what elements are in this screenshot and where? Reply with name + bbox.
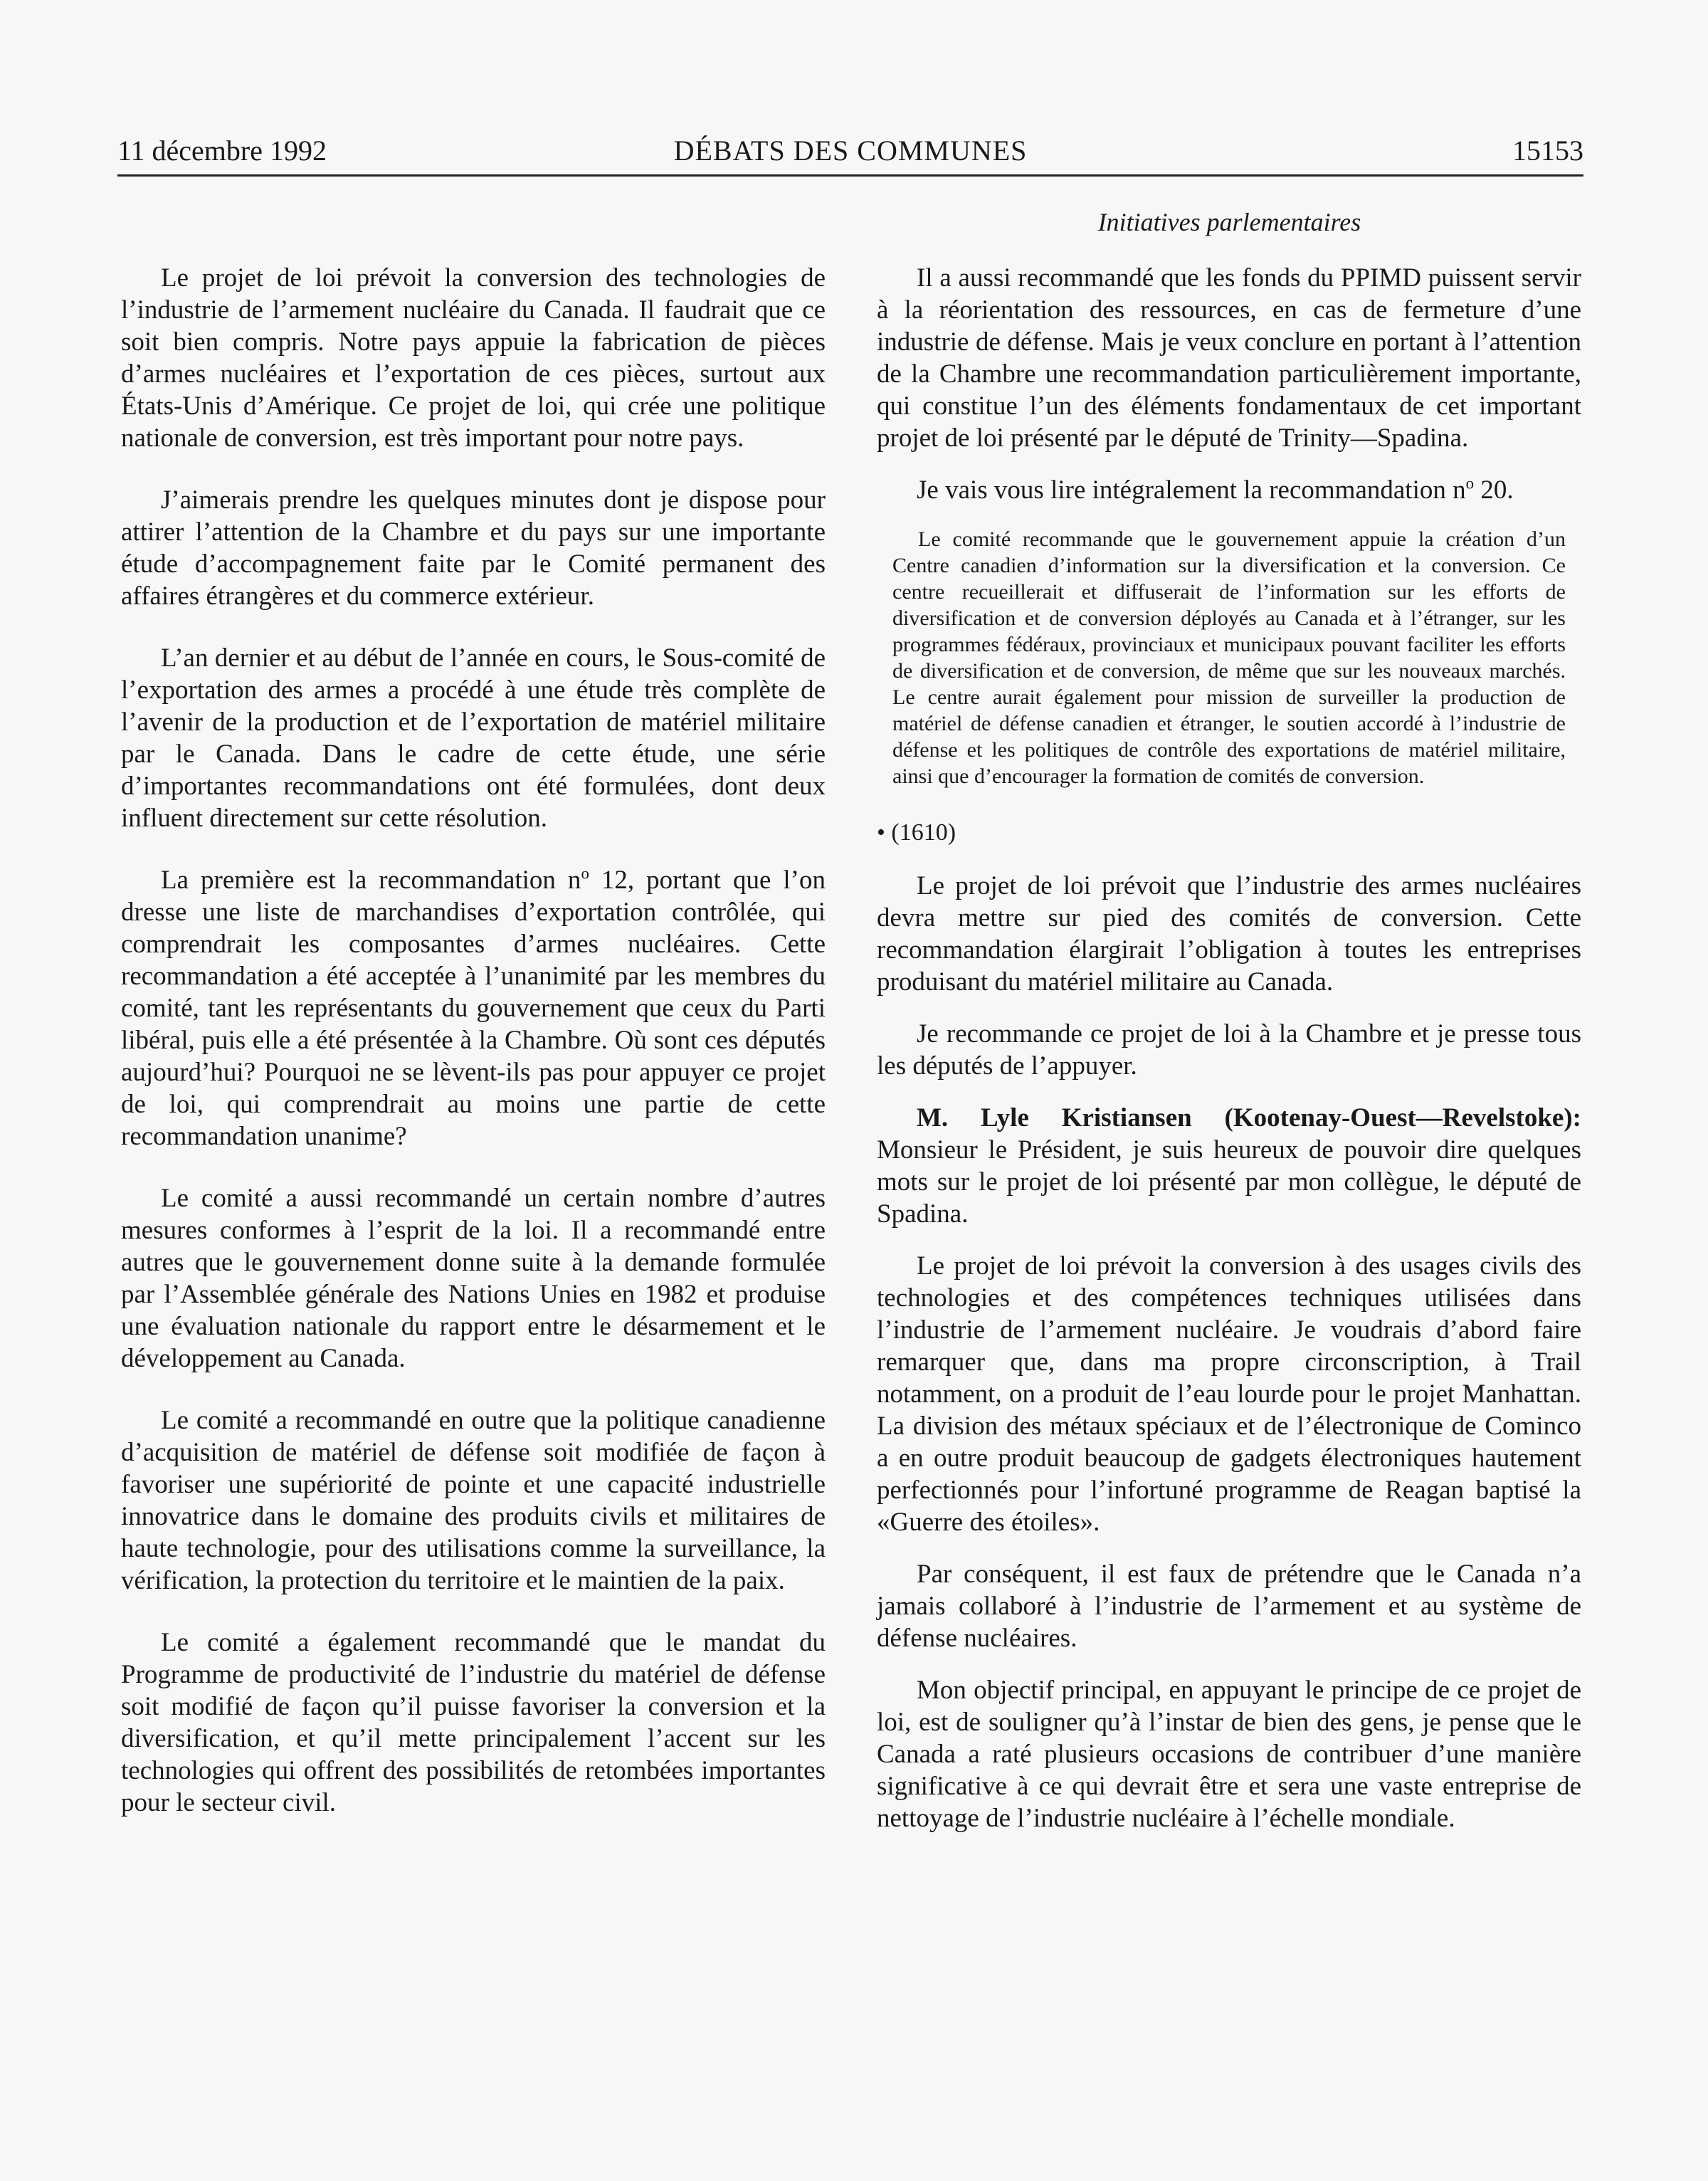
paragraph: Le projet de loi prévoit la conversion des technologies de l’industrie de l’armement nucléaire du Canada. Il faudrait que ce soit bien compris. Notre pays appuie la fabrication de pièces d’armes nucléaires et l’exportation de ces pièces, surtout aux États-Unis d’Amérique. Ce projet de loi, qui crée une politique nationale de conversion, est très important pour notre pays.: [121, 263, 826, 453]
paragraph: [877, 1102, 1581, 1230]
paragraph: L’an dernier et au début de l’année en cours, le Sous-comité de l’exportation des armes a procédé à une étude très complète de l’avenir de la production et de l’exportation de matériel militaire par le Canada. Dans le cadre de cette étude, une série d’importantes recommandations ont été formulées, dont deux influent directement sur cette résolution.: [121, 643, 826, 833]
paragraph: [877, 474, 1581, 506]
paragraph: Il a aussi recommandé que les fonds du PPIMD puissent servir à la réorientation des ressources, en cas de fermeture d’une industrie de défense. Mais je veux conclure en portant à l’attention de la Chambre une recommandation particulièrement importante, qui constitue l’un des éléments fondamentaux de cet important projet de loi présenté par le député de Trinity—Spadina.: [877, 263, 1581, 453]
header-rule: [117, 174, 1583, 177]
block-quote: Le comité recommande que le gouvernement appuie la création d’un Centre canadien d’information sur la diversification et la conversion. Ce centre recueillerait et diffuserait de l’information sur les efforts de diversification et de conversion déployés au Canada et à l’étranger, sur les programmes fédéraux, provinciaux et municipaux pouvant faciliter les efforts de diversification et de conversion, de même que sur les nouveaux marchés. Le centre aurait également pour mission de surveiller la production de matériel de défense canadien et étranger, le soutien accordé à l’industrie de défense et les politiques de contrôle des exportations de matériel militaire, ainsi que d’encourager la formation de comités de conversion.: [892, 527, 1566, 788]
text-run: 20.: [1474, 475, 1514, 505]
text-run: La première est la recommandation n: [161, 866, 581, 895]
text-run: Monsieur le Président, je suis heureux de pouvoir dire quelques mots sur le projet de loi présenté par mon collègue, le député de Spadina.: [877, 1135, 1581, 1229]
paragraph: Le projet de loi prévoit la conversion à des usages civils des technologies et des compétences techniques utilisées dans l’industrie de l’armement nucléaire. Je voudrais d’abord faire remarquer que, dans ma propre circonscription, à Trail notamment, on a produit de l’eau lourde pour le projet Manhattan. La division des métaux spéciaux et de l’électronique de Cominco a en outre produit beaucoup de gadgets électroniques hautement perfectionnés pour l’infortuné programme de Reagan baptisé la «Guerre des étoiles».: [877, 1251, 1581, 1537]
paragraph: Le comité a aussi recommandé un certain nombre d’autres mesures conformes à l’esprit de la loi. Il a recommandé entre autres que le gouvernement donne suite à la demande formulée par l’Assemblée générale des Nations Unies en 1982 et produise une évaluation nationale du rapport entre le désarmement et le développement au Canada.: [121, 1184, 826, 1373]
superscript: o: [581, 864, 589, 883]
paragraph: Par conséquent, il est faux de prétendre que le Canada n’a jamais collaboré à l’industrie de l’armement et au système de défense nucléaires.: [877, 1560, 1581, 1653]
section-label: Initiatives parlementaires: [1097, 208, 1361, 236]
text-run: Je vais vous lire intégralement la recommandation n: [917, 475, 1466, 505]
paragraph: Mon objectif principal, en appuyant le principe de ce projet de loi, est de souligner qu’à l’instar de bien des gens, je pense que le Canada a raté plusieurs occasions de contribuer d’une manière significative à ce qui devrait être et sera une vaste entreprise de nettoyage de l’industrie nucléaire à l’échelle mondiale.: [877, 1676, 1581, 1833]
left-column: [121, 262, 826, 1849]
speaker-name: M. Lyle Kristiansen (Kootenay-Ouest—Revelstoke):: [917, 1103, 1581, 1132]
paragraph: [121, 864, 826, 1152]
time-marker: • (1610): [877, 819, 956, 846]
publication-title: DÉBATS DES COMMUNES: [673, 135, 1028, 167]
paragraph: Le comité a recommandé en outre que la politique canadienne d’acquisition de matériel de défense soit modifiée de façon à favoriser une supériorité de pointe et une capacité industrielle innovatrice dans le domaine des produits civils et militaires de haute technologie, pour des utilisations comme la surveillance, la vérification, la protection du territoire et le maintien de la paix.: [121, 1406, 826, 1595]
paragraph: Je recommande ce projet de loi à la Chambre et je presse tous les députés de l’appuyer.: [877, 1019, 1581, 1081]
paragraph: Le projet de loi prévoit que l’industrie des armes nucléaires devra mettre sur pied des comités de conversion. Cette recommandation élargirait l’obligation à toutes les entreprises produisant du matériel militaire au Canada.: [877, 871, 1581, 997]
header-date: 11 décembre 1992: [117, 135, 327, 167]
page-header: [117, 130, 1583, 172]
paragraph: J’aimerais prendre les quelques minutes dont je dispose pour attirer l’attention de la Chambre et du pays sur une importante étude d’accompagnement faite par le Comité permanent des affaires étrangères et du commerce extérieur.: [121, 485, 826, 611]
paragraph: Le comité a également recommandé que le mandat du Programme de productivité de l’industrie du matériel de défense soit modifié de façon qu’il puisse favoriser la conversion et la diversification, et qu’il mette principalement l’accent sur les technologies qui offrent des possibilités de retombées importantes pour le secteur civil.: [121, 1628, 826, 1817]
text-run: 12, portant que l’on dresse une liste de marchandises d’exportation contrôlée, qui comprendrait les composantes d’armes nucléaires. Cette recommandation a été acceptée à l’unanimité par les membres du comité, tant les représentants du gouvernement que ceux du Parti libéral, puis elle a été présentée à la Chambre. Où sont ces députés aujourd’hui? Pourquoi ne se lèvent-ils pas pour appuyer ce projet de loi, qui comprendrait au moins une partie de cette recommandation unanime?: [121, 866, 826, 1151]
superscript: o: [1465, 474, 1475, 493]
right-column: [877, 262, 1581, 1854]
page-number: 15153: [1512, 135, 1583, 167]
